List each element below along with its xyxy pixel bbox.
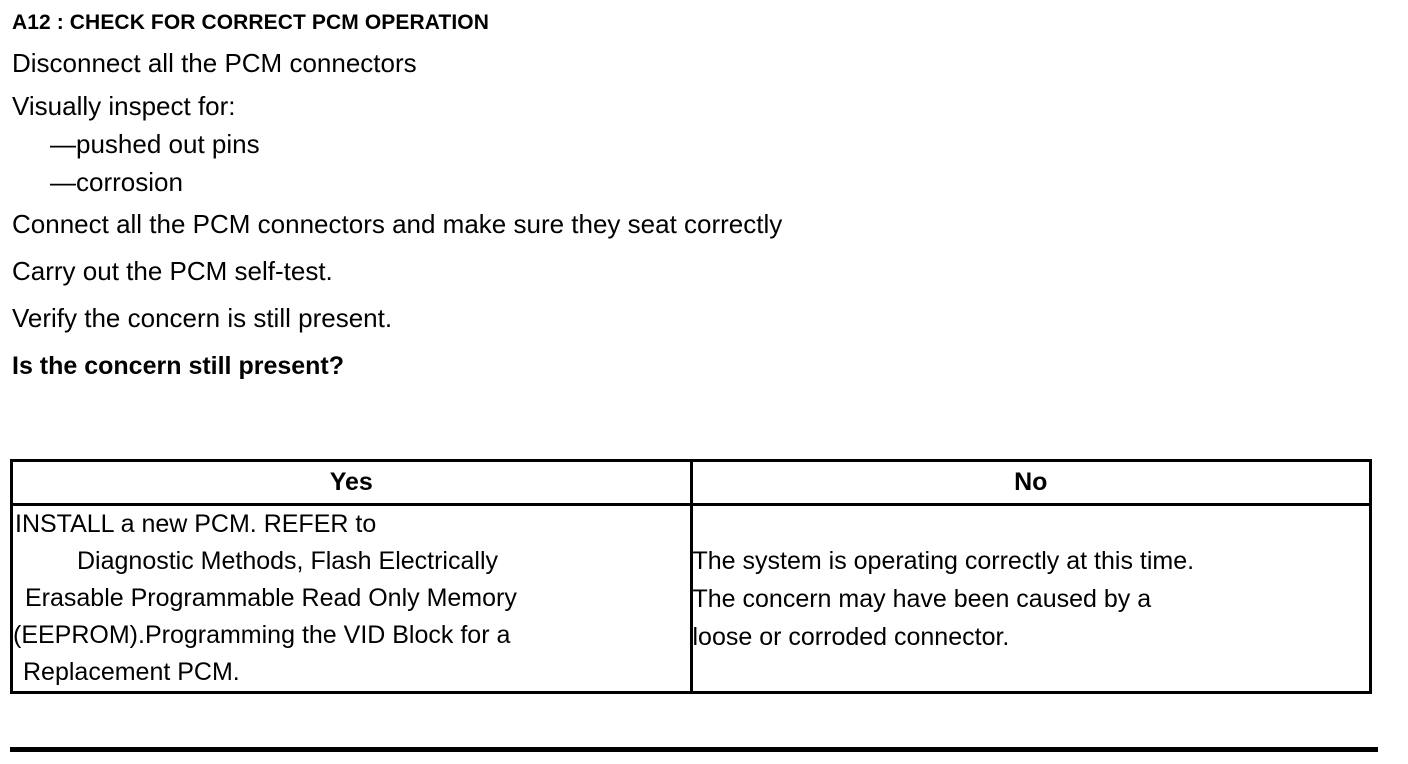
table-cell-no xyxy=(691,505,1371,693)
instruction-line-7: Verify the concern is still present. xyxy=(12,303,393,333)
instruction-line-4: —corrosion xyxy=(50,167,183,197)
yes-line-4: (EEPROM).Programming the VID Block for a xyxy=(13,621,511,649)
decision-question: Is the concern still present? xyxy=(12,352,345,380)
instruction-line-5: Connect all the PCM connectors and make sure they seat correctly xyxy=(12,209,783,239)
answer-table xyxy=(10,459,1372,694)
no-line-2: The concern may have been caused by a xyxy=(692,584,1152,613)
yes-line-1: INSTALL a new PCM. REFER to xyxy=(15,510,377,538)
instruction-line-3: —pushed out pins xyxy=(50,129,260,159)
yes-line-5: Replacement PCM. xyxy=(23,658,240,686)
instruction-line-2: Visually inspect for: xyxy=(12,91,236,121)
table-header-yes: Yes xyxy=(12,461,692,505)
no-line-1: The system is operating correctly at this time. xyxy=(692,546,1195,575)
table-cell-yes xyxy=(12,505,692,693)
yes-line-2: Diagnostic Methods, Flash Electrically xyxy=(77,547,498,575)
footer-rule xyxy=(10,747,1378,752)
page-title: A12 : CHECK FOR CORRECT PCM OPERATION xyxy=(12,11,489,34)
table-row xyxy=(12,505,1371,693)
table-header-row xyxy=(12,461,1371,505)
no-line-3: loose or corroded connector. xyxy=(692,622,1010,651)
table-header-no: No xyxy=(691,461,1371,505)
instruction-line-6: Carry out the PCM self-test. xyxy=(12,256,333,286)
yes-line-3: Erasable Programmable Read Only Memory xyxy=(25,584,517,612)
instruction-line-1: Disconnect all the PCM connectors xyxy=(12,48,417,78)
